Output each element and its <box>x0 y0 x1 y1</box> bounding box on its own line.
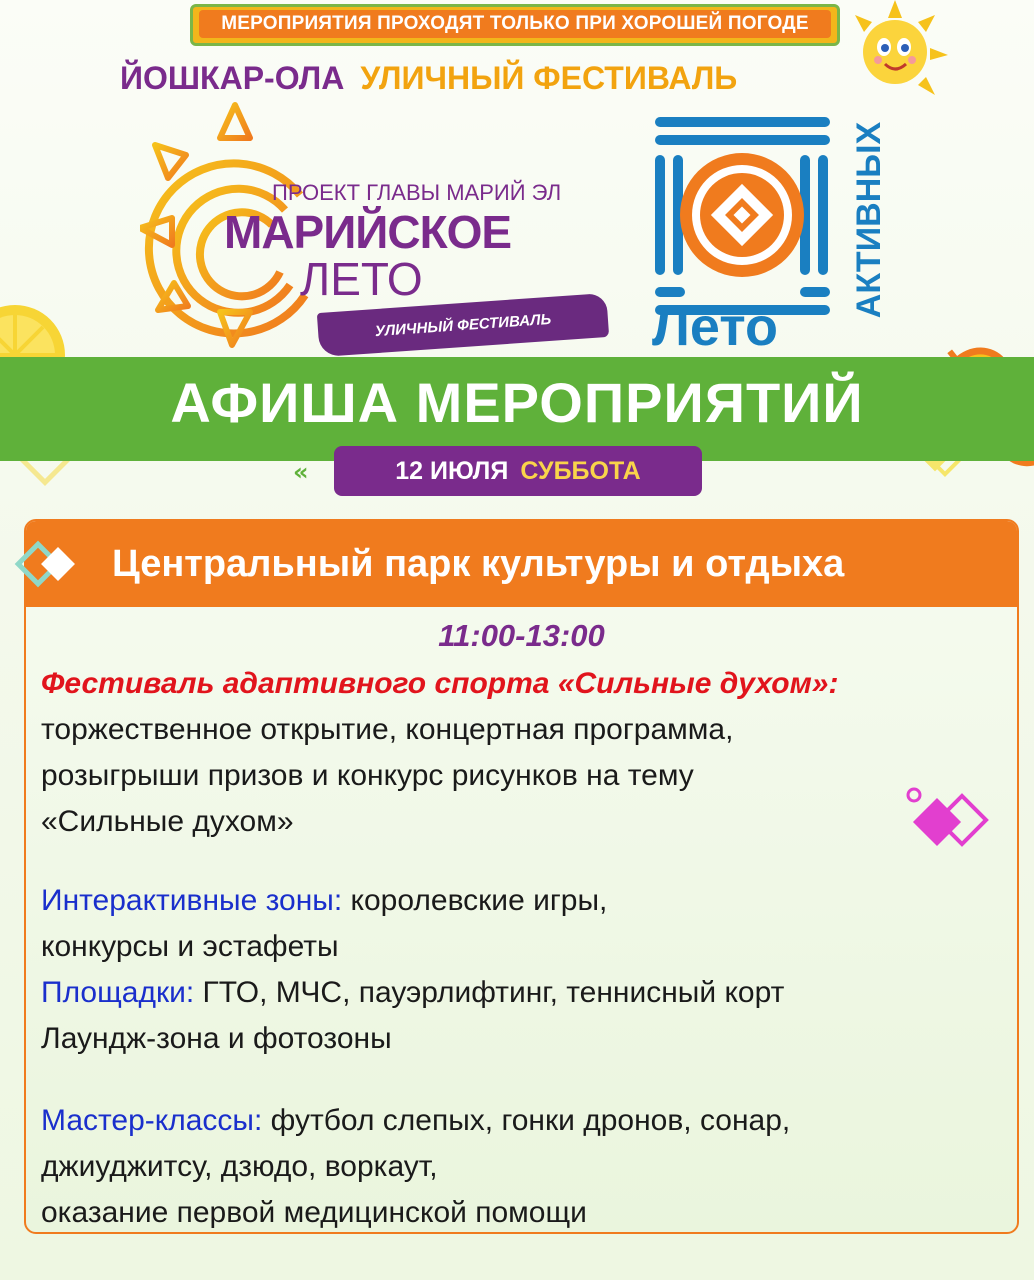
masterclass-line-2: джиуджитсу, дзюдо, воркаут, <box>41 1150 438 1183</box>
platforms-text: ГТО, МЧС, пауэрлифтинг, теннисный корт <box>194 976 785 1009</box>
platforms-line <box>41 970 1001 1016</box>
poster-title: АФИША МЕРОПРИЯТИЙ <box>170 371 864 434</box>
mari-title: МАРИЙСКОЕ <box>224 206 512 258</box>
venue-name: Центральный парк культуры и отдыха <box>112 543 845 585</box>
event-desc-line: «Сильные духом» <box>41 805 294 838</box>
interactive-zones-line <box>41 878 1001 924</box>
event-date: 12 ИЮЛЯ <box>395 456 509 485</box>
city-name: ЙОШКАР-ОЛА <box>120 60 345 96</box>
diamond-decor-icon <box>900 785 995 855</box>
festival-label: УЛИЧНЫЙ ФЕСТИВАЛЬ <box>360 60 738 96</box>
venue-card <box>24 519 1019 1234</box>
sun-mascot-icon <box>840 0 950 105</box>
active-leto-label: Лето <box>652 297 778 357</box>
mari-project-label: ПРОЕКТ ГЛАВЫ МАРИЙ ЭЛ <box>272 180 562 205</box>
interactive-zones-line-2: конкурсы и эстафеты <box>41 930 339 963</box>
lounge-line: Лаундж-зона и фотозоны <box>41 1022 392 1055</box>
weather-notice-text: МЕРОПРИЯТИЯ ПРОХОДЯТ ТОЛЬКО ПРИ ХОРОШЕЙ ПОГОДЕ <box>199 10 831 38</box>
weather-notice-banner <box>190 4 840 46</box>
interactive-zones-text: королевские игры, <box>342 884 608 917</box>
event-description <box>41 661 1001 845</box>
event-desc-line: торжественное открытие, концертная программа, <box>41 713 734 746</box>
header-line <box>120 60 840 97</box>
chevron-left-icon: « <box>293 458 309 486</box>
active-vertical-label: АКТИВНЫХ <box>850 121 888 319</box>
masterclass-label: Мастер-классы: <box>41 1104 263 1137</box>
masterclass-text: футбол слепых, гонки дронов, сонар, <box>262 1104 791 1137</box>
event-time: 11:00-13:00 <box>438 618 605 653</box>
date-badge <box>334 446 702 496</box>
mari-leto-label: ЛЕТО <box>300 253 423 305</box>
diamond-decor-icon <box>6 530 96 600</box>
event-desc-line: розыгрыши призов и конкурс рисунков на тему <box>41 759 694 792</box>
interactive-zones-label: Интерактивные зоны: <box>41 884 343 917</box>
masterclass-block <box>41 1098 1001 1234</box>
event-title: Фестиваль адаптивного спорта «Сильные духом»: <box>41 667 839 700</box>
platforms-label: Площадки: <box>41 976 195 1009</box>
activities-block <box>41 878 1001 1062</box>
masterclass-line <box>41 1098 1001 1144</box>
mari-street-festival-badge: УЛИЧНЫЙ ФЕСТИВАЛЬ <box>317 293 609 357</box>
masterclass-line-3: оказание первой медицинской помощи <box>41 1196 587 1229</box>
event-weekday: СУББОТА <box>520 456 641 485</box>
